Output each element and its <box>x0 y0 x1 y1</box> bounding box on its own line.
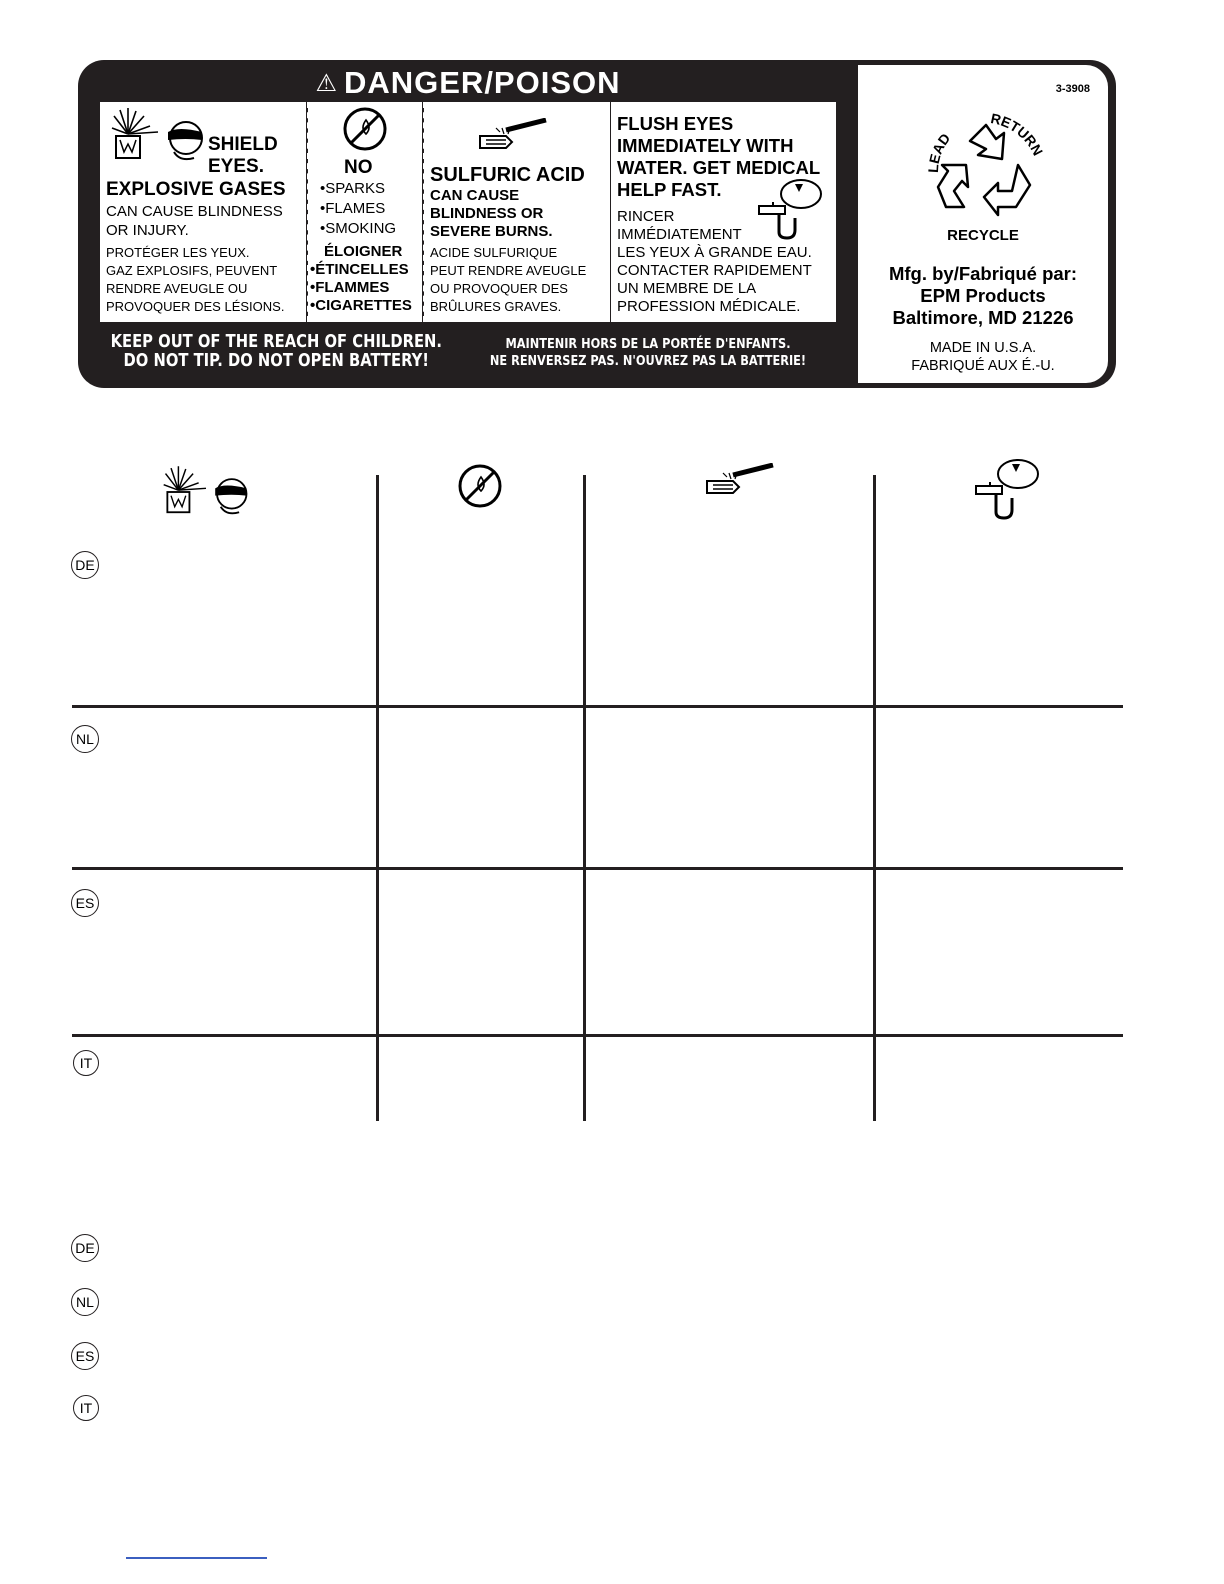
label-code: 3-3908 <box>1055 83 1090 95</box>
legend-lang-de: DE <box>71 1234 99 1262</box>
flush-eyes-icon <box>972 456 1044 522</box>
recycle-section <box>858 65 1108 383</box>
recycle-label: RECYCLE <box>947 227 1019 244</box>
panel-sulfuric-acid: SULFURIC ACID CAN CAUSE BLINDNESS OR SEVERE BURNS. ACIDE SULFURIQUE PEUT RENDRE AVEUGLE OU PROVOQUER DES BRÛLURES GRAVES. <box>424 102 610 322</box>
lang-badge-nl: NL <box>71 725 99 753</box>
no-smoking-icon <box>457 463 503 509</box>
table-column-divider <box>583 475 586 1121</box>
footer-english: KEEP OUT OF THE REACH OF CHILDREN. DO NOT TIP. DO NOT OPEN BATTERY! <box>110 331 443 371</box>
table-row-divider <box>72 867 1123 870</box>
svg-text:LEAD <box>925 130 954 173</box>
no-smoking-icon <box>342 106 388 152</box>
lang-badge-es: ES <box>71 889 99 917</box>
footer-french: MAINTENIR HORS DE LA PORTÉE D'ENFANTS. NE RENVERSEZ PAS. N'OUVREZ PAS LA BATTERIE! <box>489 336 807 369</box>
made-in: MADE IN U.S.A. FABRIQUÉ AUX É.-U. <box>911 340 1055 374</box>
panel-shield-eyes: SHIELD EYES. EXPLOSIVE GASES CAN CAUSE BLINDNESS OR INJURY. PROTÉGER LES YEUX. GAZ EXPLOSIFS, PEUVENT RENDRE AVEUGLE OU PROVOQUER DES LÉSIONS. <box>100 102 306 322</box>
table-column-divider <box>873 475 876 1121</box>
panel-flush-eyes: FLUSH EYES IMMEDIATELY WITH WATER. GET MEDICAL HELP FAST. RINCER IMMÉDIATEMENT LES YEUX À GRANDE EAU. CONTACTER RAPIDEMENT UN MEMBRE DE LA PROFESSION MÉDICALE. <box>611 102 836 322</box>
panel-divider <box>307 102 309 322</box>
acid-hand-icon <box>703 463 779 503</box>
recycle-return-text: RETURN <box>989 110 1047 159</box>
lang-badge-de: DE <box>71 551 99 579</box>
lang-badge-it: IT <box>73 1050 99 1076</box>
panel-no-sparks: NO •SPARKS •FLAMES •SMOKING ÉLOIGNER •ÉTINCELLES •FLAMMES •CIGARETTES <box>308 102 422 322</box>
legend-lang-es: ES <box>71 1342 99 1370</box>
panel-divider <box>423 102 425 322</box>
acid-hand-icon <box>476 118 552 158</box>
explosion-shield-eyes-icon <box>108 106 208 166</box>
label-header: ⚠ DANGER/POISON <box>315 65 621 100</box>
recycle-lead-text: LEAD <box>924 130 954 174</box>
recycle-icon <box>888 95 1078 245</box>
explosion-shield-eyes-icon <box>160 459 252 525</box>
table-row-divider <box>72 1034 1123 1037</box>
flush-eyes-icon <box>755 176 827 242</box>
manufacturer: Mfg. by/Fabriqué par: EPM Products Baltimore, MD 21226 <box>888 263 1078 328</box>
table-column-divider <box>376 475 379 1121</box>
link-underline[interactable] <box>126 1557 267 1559</box>
warning-label <box>78 60 1116 388</box>
warning-triangle-icon: ⚠ <box>315 70 338 97</box>
svg-text:RETURN <box>989 110 1046 158</box>
legend-lang-it: IT <box>73 1395 99 1421</box>
table-row-divider <box>72 705 1123 708</box>
legend-lang-nl: NL <box>71 1288 99 1316</box>
